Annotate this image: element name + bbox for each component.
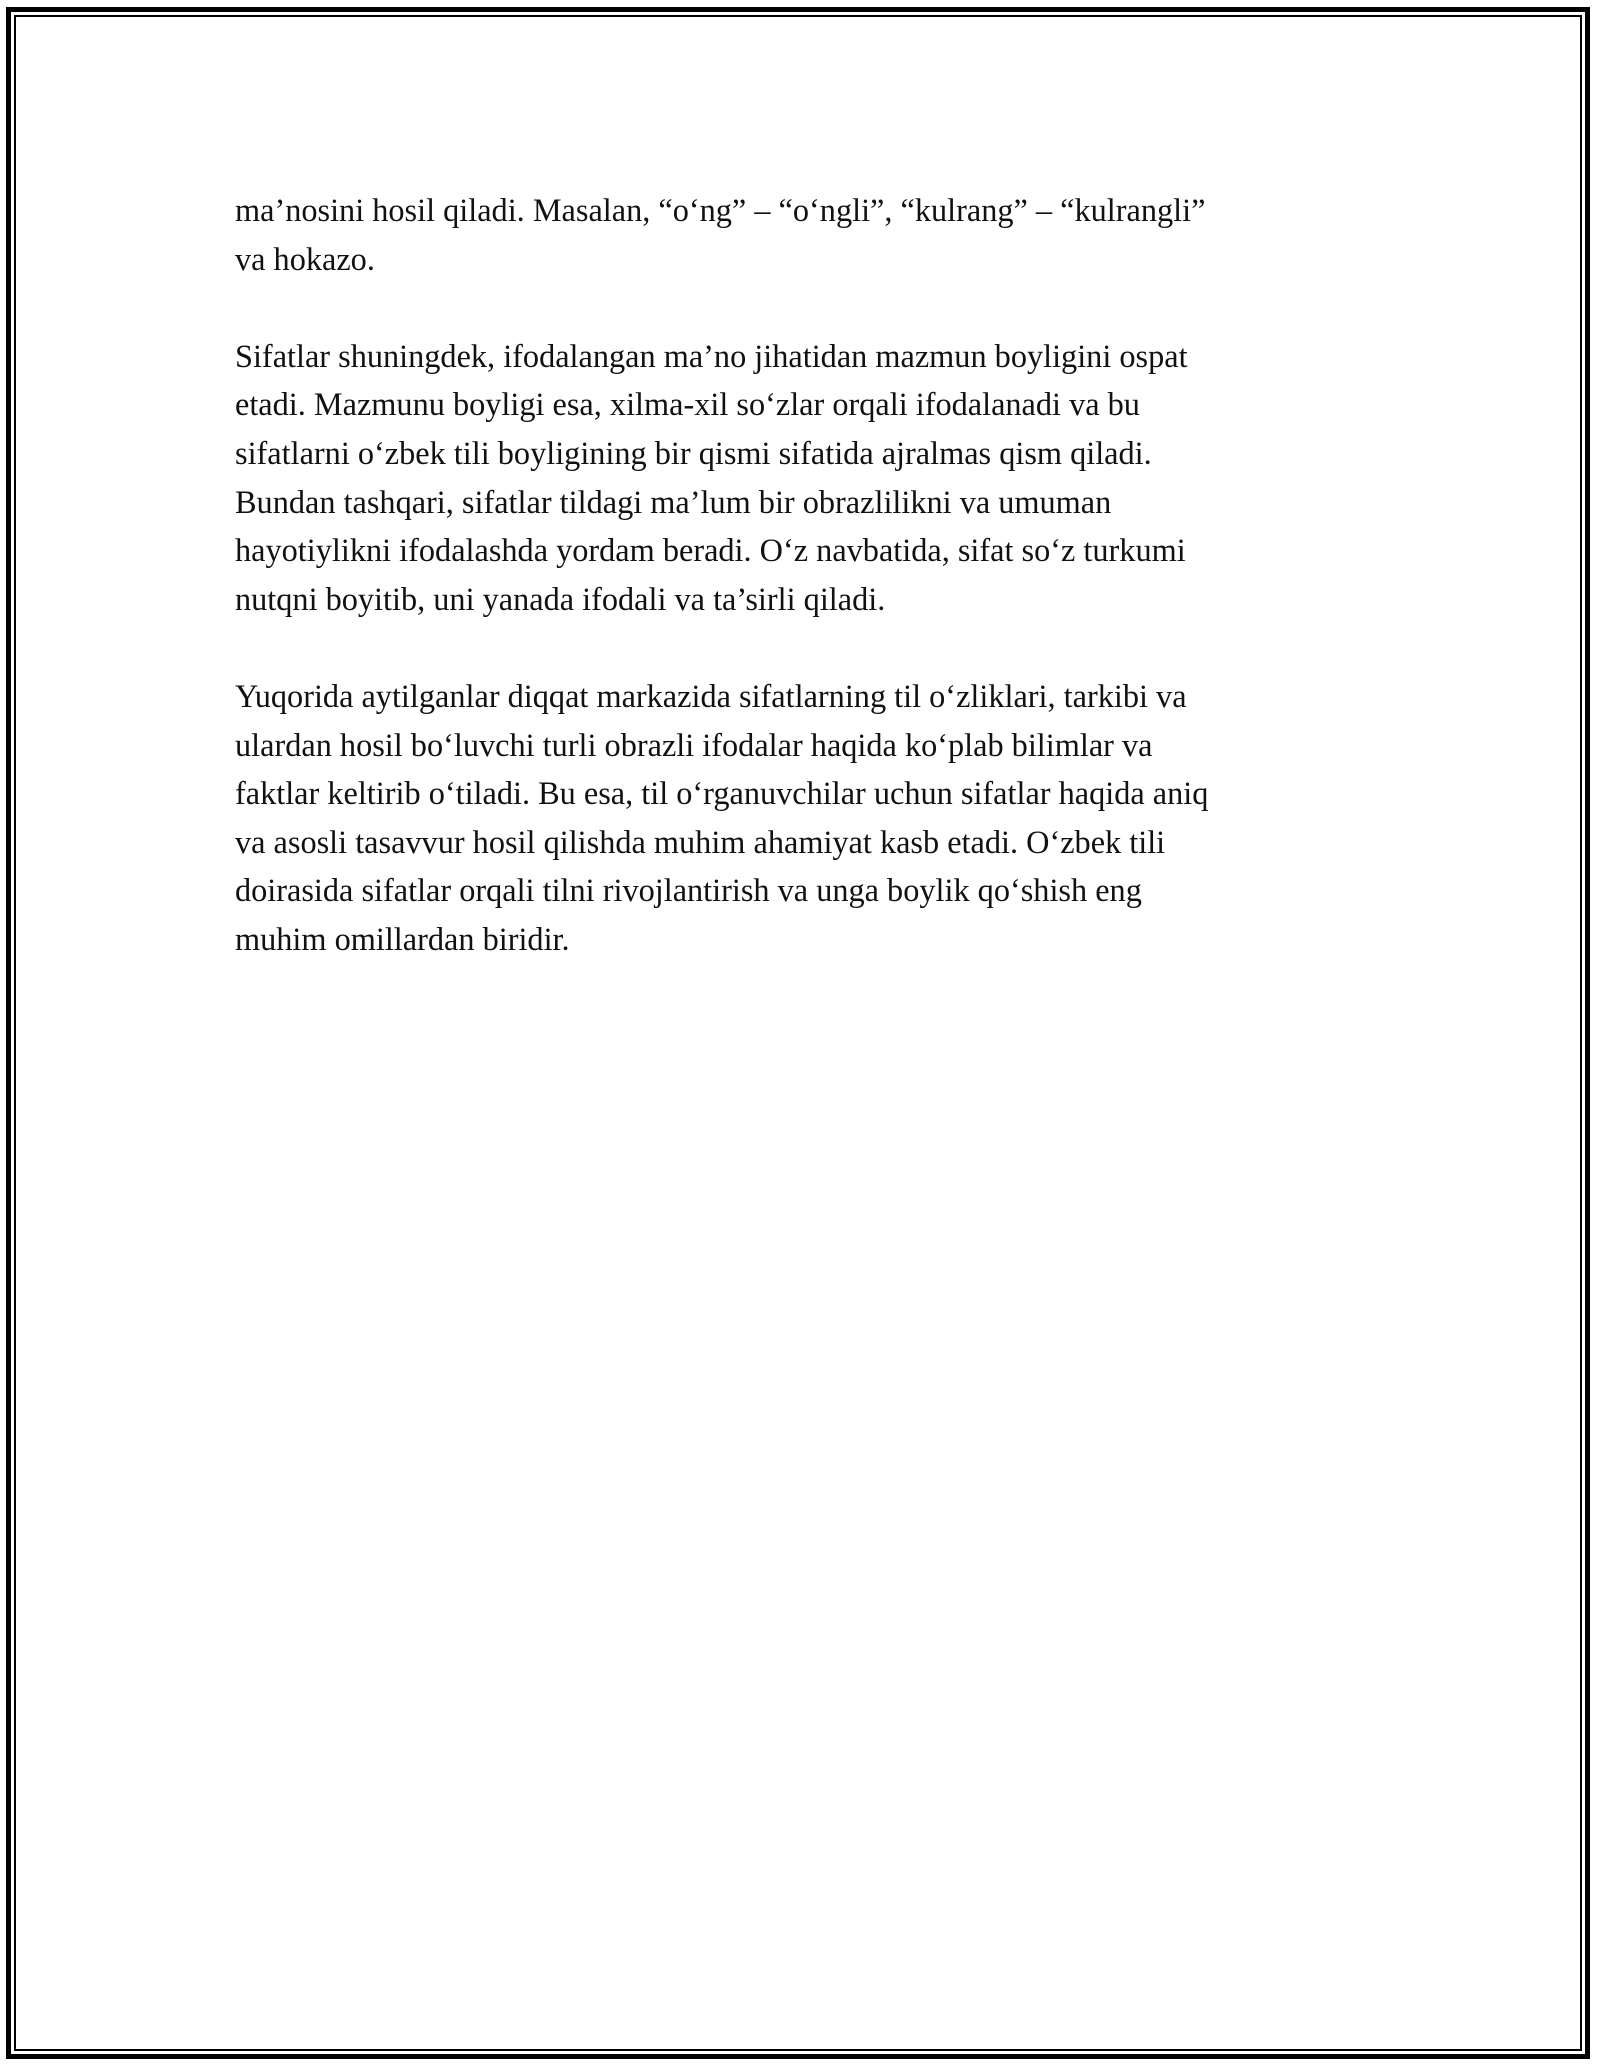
document-body (235, 186, 1370, 1012)
paragraph-1: ma’nosini hosil qiladi. Masalan, “o‘ng” – “o‘ngli”, “kulrang” – “kulrangli” va hokazo. (235, 192, 1206, 277)
paragraph-3: Yuqorida aytilganlar diqqat markazida sifatlarning til o‘zliklari, tarkibi va ulardan hosil bo‘luvchi turli obrazli ifodalar haqida ko‘plab bilimlar va faktlar keltirib o‘tiladi. Bu esa, til o‘rganuvchilar uchun sifatlar haqida aniq va asosli tasavvur hosil qilishda muhim ahamiyat kasb etadi. O‘zbek tili doirasida sifatlar orqali tilni rivojlantirish va unga boylik qo‘shish eng muhim omillardan biridir. (235, 677, 1209, 957)
paragraph-2: Sifatlar shuningdek, ifodalangan ma’no jihatidan mazmun boyligini ospat etadi. Mazmunu boyligi esa, xilma-xil so‘zlar orqali ifodalanadi va bu sifatlarni o‘zbek tili boyligining bir qismi sifatida ajralmas qism qiladi. Bundan tashqari, sifatlar tildagi ma’lum bir obrazlilikni va umuman hayotiylikni ifodalashda yordam beradi. O‘z navbatida, sifat so‘z turkumi nutqni boyitib, uni yanada ifodali va ta’sirli qiladi. (235, 337, 1188, 617)
